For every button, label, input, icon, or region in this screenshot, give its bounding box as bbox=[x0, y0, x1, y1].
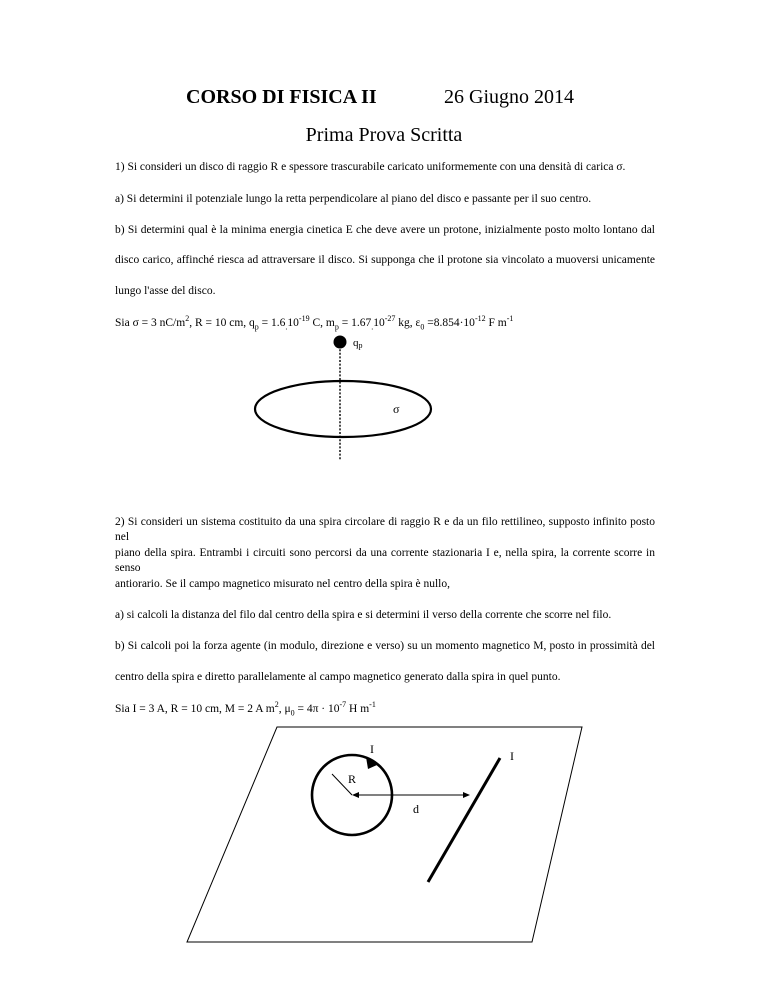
problem2-part-b-line2: centro della spira e diretto parallelamente al campo magnetico generato dalla spira in quel punto. bbox=[115, 671, 561, 683]
problem1-data: Sia σ = 3 $nC/m^2$, R = 10 cm, $q_p = 1.6_.10^{-19}$ C, $m_p = 1.67_.10^{-27}$ kg, $\varepsilon_0 =8.854\cdot 10^{-12}$ F $m^{-1}$ bbox=[115, 314, 514, 332]
problem2-part-a: a) si calcoli la distanza del filo dal centro della spira e si determini il verso della corrente che scorre nel filo. bbox=[115, 609, 612, 621]
plane bbox=[187, 727, 582, 942]
course-title: CORSO DI FISICA II bbox=[186, 86, 377, 108]
problem1-intro: 1) Si consideri un disco di raggio R e spessore trascurabile caricato uniformemente con una densità di carica σ. bbox=[115, 161, 626, 173]
straight-wire bbox=[428, 758, 500, 882]
distance-label: d bbox=[413, 802, 419, 816]
exam-subtitle: Prima Prova Scritta bbox=[305, 124, 463, 146]
problem1-part-b-line3: lungo l'asse del disco. bbox=[115, 285, 216, 297]
exam-date: 26 Giugno 2014 bbox=[444, 86, 574, 108]
distance-arrow-right bbox=[463, 792, 470, 798]
problem1-part-a: a) Si determini il potenziale lungo la retta perpendicolare al piano del disco e passante per il suo centro. bbox=[115, 193, 592, 205]
problem1-part-b-line2: disco carico, affinché riesca ad attraversare il disco. Si supponga che il protone sia vincolato a muoversi unicamente bbox=[115, 254, 655, 266]
radius-label: R bbox=[348, 772, 357, 786]
problem2-line3: antiorario. Se il campo magnetico misurato nel centro della spira è nullo, bbox=[115, 578, 450, 590]
loop-current-label: I bbox=[370, 742, 374, 756]
sigma-label: σ bbox=[393, 402, 400, 416]
problem1-part-b-line1: b) Si determini qual è la minima energia cinetica E che deve avere un protone, inizialmente posto molto lontano dal bbox=[115, 224, 655, 236]
distance-arrow-left bbox=[352, 792, 359, 798]
problem2-data: Sia I = 3 A, R = 10 cm, M = 2 A $m^2$, $\mu_0 = 4\pi \cdot 10^{-7}$ H $m^{-1}$ bbox=[115, 700, 376, 718]
problem2-line2: piano della spira. Entrambi i circuiti sono percorsi da una corrente stazionaria I e, nella spira, la corrente scorre in senso bbox=[115, 547, 655, 574]
proton-label: qp bbox=[353, 337, 363, 350]
wire-current-label: I bbox=[510, 749, 514, 763]
problem2-part-b-line1: b) Si calcoli poi la forza agente (in modulo, direzione e verso) su un momento magnetico M, posto in prossimità del bbox=[115, 640, 655, 652]
problem2-line1: 2) Si consideri un sistema costituito da una spira circolare di raggio R e da un filo rettilineo, supposto infinito posto nel bbox=[115, 516, 655, 543]
